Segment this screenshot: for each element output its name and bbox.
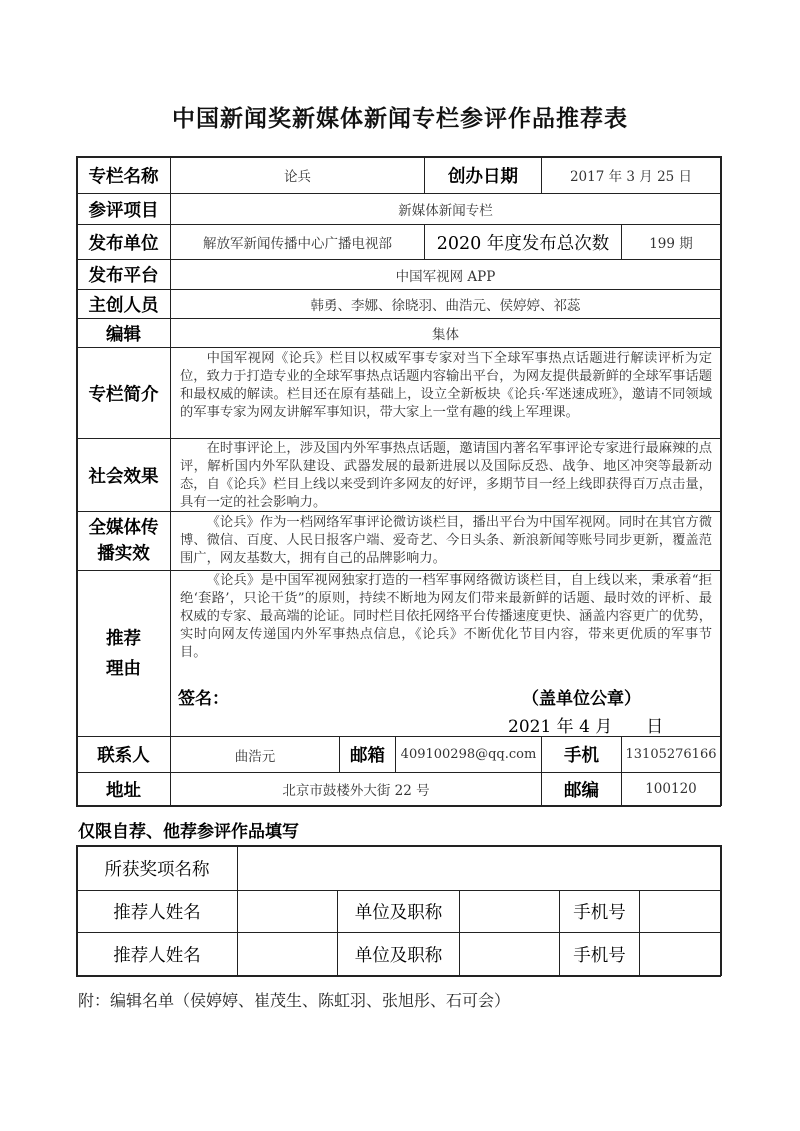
platform-value: 中国军视网 APP	[395, 268, 496, 285]
recommend-heading: 仅限自荐、他荐参评作品填写	[78, 822, 299, 842]
founded-label: 创办日期	[448, 166, 518, 187]
phone-value: 13105276166	[625, 747, 717, 762]
recommender-unit-label-1: 单位及职称	[354, 903, 443, 923]
media-effect-label-line2: 播实效	[97, 544, 150, 564]
intro-text: 中国军视网《论兵》栏目以权威军事专家对当下全球军事热点话题进行解读评析为定位，致力于打造专业的全球军事热点话题内容输出平台，为网友提供最新鲜的全球军事话题和最权威的解读。栏目还在原有基础上，设立全新板块《论兵·军迷速成班》，邀请不同领域的军事专家为网友讲解军事知识，带大家上一堂有趣的线上军理课。	[180, 351, 712, 420]
media-effect-text: 《论兵》作为一档网络军事评论微访谈栏目，播出平台为中国军视网。同时在其官方微博、微信、百度、人民日报客户端、爱奇艺、今日头条、新浪新闻等账号同步更新，覆盖范围广，网友基数大，拥有自己的品牌影响力。	[180, 515, 712, 566]
reason-label-line1: 推荐	[106, 628, 141, 649]
media-effect-label-line1: 全媒体传	[88, 518, 159, 538]
publish-count-label: 2020 年度发布总次数	[436, 233, 610, 254]
signature-label: 签名：	[178, 689, 229, 709]
publisher-value: 解放军新闻传播中心广播电视部	[203, 236, 392, 252]
publisher-label: 发布单位	[88, 233, 159, 254]
address-value: 北京市鼓楼外大街 22 号	[282, 783, 430, 799]
table-rule	[76, 347, 721, 348]
recommender-name-value-2[interactable]	[238, 933, 337, 975]
table-rule	[76, 438, 721, 439]
intro-label: 专栏简介	[88, 384, 159, 405]
category-value: 新媒体新闻专栏	[398, 203, 493, 219]
recommender-phone-label-1: 手机号	[573, 903, 626, 923]
effect-text: 在时事评论上，涉及国内外军事热点话题，邀请国内著名军事评论专家进行最麻辣的点评，解析国内外军队建设、武器发展的最新进展以及国际反恐、战争、地区冲突等最新动态，自《论兵》栏目上线以来受到许多网友的好评，多期节目一经上线即获得百万点击量，具有一定的社会影响力。	[180, 441, 712, 510]
phone-label: 手机	[564, 746, 599, 766]
editor-list-footnote: 附：编辑名单（侯婷婷、崔茂生、陈虹羽、张旭彤、石可会）	[78, 991, 511, 1010]
column-name-value: 论兵	[284, 169, 311, 185]
recommender-unit-value-1[interactable]	[460, 891, 559, 932]
reason-text: 《论兵》是中国军视网独家打造的一档军事网络微访谈栏目，自上线以来，秉承着“拒绝‘套路’，只论干货”的原则，持续不断地为网友们带来最新鲜的话题、最时效的评析、最权威的专家、最高端的论证。同时栏目依托网络平台传播速度更快、涵盖内容更广的优势，实时向网友传递国内外军事热点信息，《论兵》不断优化节目内容，带来更优质的军事节目。	[180, 573, 712, 660]
editor-value: 集体	[432, 327, 459, 343]
reason-label-line2: 理由	[106, 658, 141, 679]
media-effect-label	[77, 512, 170, 570]
table-rule	[720, 845, 722, 976]
column-name-label: 专栏名称	[88, 166, 159, 187]
reason-label	[77, 571, 170, 736]
email-label: 邮箱	[350, 746, 385, 766]
founded-value: 2017 年 3 月 25 日	[569, 169, 693, 185]
table-rule	[76, 805, 721, 807]
zip-label: 邮编	[564, 780, 599, 801]
signature-date: 2021 年 4 月 日	[508, 717, 664, 737]
creators-value: 韩勇、李娜、徐晓羽、曲浩元、侯婷婷、祁蕊	[310, 298, 581, 314]
table-rule	[720, 156, 722, 806]
contact-value: 曲浩元	[234, 748, 276, 765]
contact-label: 联系人	[97, 746, 150, 766]
seal-label: （盖单位公章）	[522, 689, 641, 709]
award-name-value[interactable]	[238, 846, 720, 890]
table-rule	[76, 511, 721, 512]
recommender-phone-value-2[interactable]	[640, 933, 720, 975]
zip-value: 100120	[645, 781, 697, 797]
recommender-unit-label-2: 单位及职称	[354, 945, 443, 966]
recommender-phone-value-1[interactable]	[640, 891, 720, 932]
platform-label: 发布平台	[88, 266, 159, 286]
page-title: 中国新闻奖新媒体新闻专栏参评作品推荐表	[172, 105, 628, 132]
editor-label: 编辑	[106, 324, 141, 345]
recommender-name-label-1: 推荐人姓名	[113, 903, 201, 923]
recommender-unit-value-2[interactable]	[460, 933, 559, 975]
email-value: 409100298@qq.com	[400, 747, 537, 762]
recommender-phone-label-2: 手机号	[573, 945, 626, 966]
creators-label: 主创人员	[88, 295, 159, 316]
publish-count-value: 199 期	[649, 236, 693, 252]
recommender-name-value-1[interactable]	[238, 891, 337, 932]
recommender-name-label-2: 推荐人姓名	[113, 945, 201, 966]
effect-label: 社会效果	[88, 466, 159, 487]
table-rule	[76, 570, 721, 571]
address-label: 地址	[106, 780, 141, 801]
table-rule	[76, 975, 721, 977]
category-label: 参评项目	[88, 200, 159, 221]
award-name-label: 所获奖项名称	[104, 859, 210, 880]
